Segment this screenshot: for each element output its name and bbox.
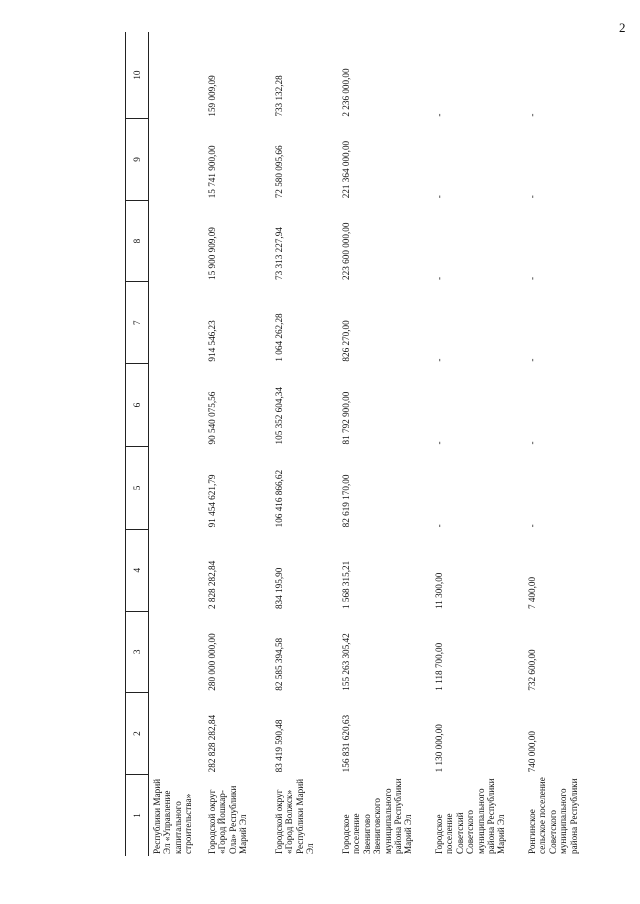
cell: 159 009,09 (207, 75, 217, 117)
table-row (338, 32, 431, 856)
cell: - (434, 195, 444, 199)
cell: 90 540 075,56 (207, 391, 217, 445)
cell: - (527, 195, 537, 199)
col-header: 5 (126, 446, 149, 529)
cell: 733 132,28 (274, 75, 284, 117)
cell: - (434, 358, 444, 362)
row-name: Республики Марий Эл «Управление капитального строительства» (152, 778, 194, 854)
cell: 82 585 394,58 (274, 637, 284, 691)
cell (149, 446, 205, 529)
cell: 740 000,00 (527, 731, 537, 773)
col-header: 1 (126, 774, 149, 856)
cell: - (527, 524, 537, 528)
cell (149, 119, 205, 201)
cell: 223 600 000,00 (341, 222, 351, 280)
cell: - (434, 276, 444, 280)
table-row (271, 32, 338, 856)
col-header: 7 (126, 282, 149, 364)
cell (149, 529, 205, 611)
row-name: Ронгинское сельское поселение Советского муниципального района Республики (527, 777, 579, 854)
budget-table (125, 32, 619, 856)
table-row (431, 32, 524, 856)
cell: 826 270,00 (341, 320, 351, 362)
cell (149, 611, 205, 693)
cell: 15 900 909,09 (207, 227, 217, 280)
cell: 156 831 620,63 (341, 714, 351, 773)
cell: 914 546,23 (207, 320, 217, 362)
cell: 1 118 700,00 (434, 642, 444, 691)
cell: 73 313 227,94 (274, 227, 284, 280)
cell: 105 352 604,34 (274, 387, 284, 445)
table-row (204, 32, 271, 856)
cell (149, 32, 205, 119)
cell: 106 416 866,62 (274, 469, 284, 528)
header-row (126, 32, 149, 856)
cell: - (434, 524, 444, 528)
col-header: 6 (126, 364, 149, 447)
rotated-table-container (125, 32, 619, 856)
cell: - (527, 113, 537, 117)
page-number: 2 (619, 20, 626, 35)
cell: 82 619 170,00 (341, 474, 351, 528)
cell: 2 828 282,84 (207, 560, 217, 610)
cell: 1 130 000,00 (434, 724, 444, 773)
col-header: 8 (126, 200, 149, 282)
row-name: Городское поселение Звенигово Звениговского муниципального района Республики Марий Эл (341, 778, 414, 854)
cell: - (527, 358, 537, 362)
cell: - (434, 113, 444, 117)
cell: 732 600,00 (527, 649, 537, 691)
row-name: Городской округ «Город Йошкар-Ола» Республики Марий Эл (207, 785, 249, 854)
col-header: 3 (126, 611, 149, 693)
row-name: Городское поселение Советский Советского муниципального района Республики Марий Эл (434, 778, 507, 854)
cell: 91 454 621,79 (207, 474, 217, 528)
col-header: 4 (126, 529, 149, 611)
cell: 221 364 000,00 (341, 140, 351, 199)
cell: 280 000 000,00 (207, 633, 217, 691)
cell (149, 693, 205, 775)
cell: - (527, 441, 537, 445)
cell (149, 282, 205, 364)
cell (149, 364, 205, 447)
cell: - (527, 276, 537, 280)
cell: 282 828 282,84 (207, 714, 217, 773)
cell: 72 580 095,66 (274, 145, 284, 199)
cell: 83 419 590,48 (274, 719, 284, 773)
cell: 834 195,90 (274, 567, 284, 610)
cell: 11 300,00 (434, 572, 444, 610)
table-row (149, 32, 205, 856)
cell: 155 263 305,42 (341, 633, 351, 691)
table-row (524, 32, 619, 856)
cell: 1 568 315,21 (341, 560, 351, 610)
row-name: Городской округ «Город Волжск» Республики Марий Эл (274, 778, 316, 854)
col-header: 9 (126, 119, 149, 201)
col-header: 2 (126, 693, 149, 775)
cell: 1 064 262,28 (274, 313, 284, 362)
cell: 2 236 000,00 (341, 68, 351, 117)
col-header: 10 (126, 32, 149, 119)
cell (149, 200, 205, 282)
cell: 15 741 900,00 (207, 145, 217, 199)
cell: - (434, 441, 444, 445)
cell: 7 400,00 (527, 576, 537, 610)
cell: 81 792 900,00 (341, 391, 351, 445)
